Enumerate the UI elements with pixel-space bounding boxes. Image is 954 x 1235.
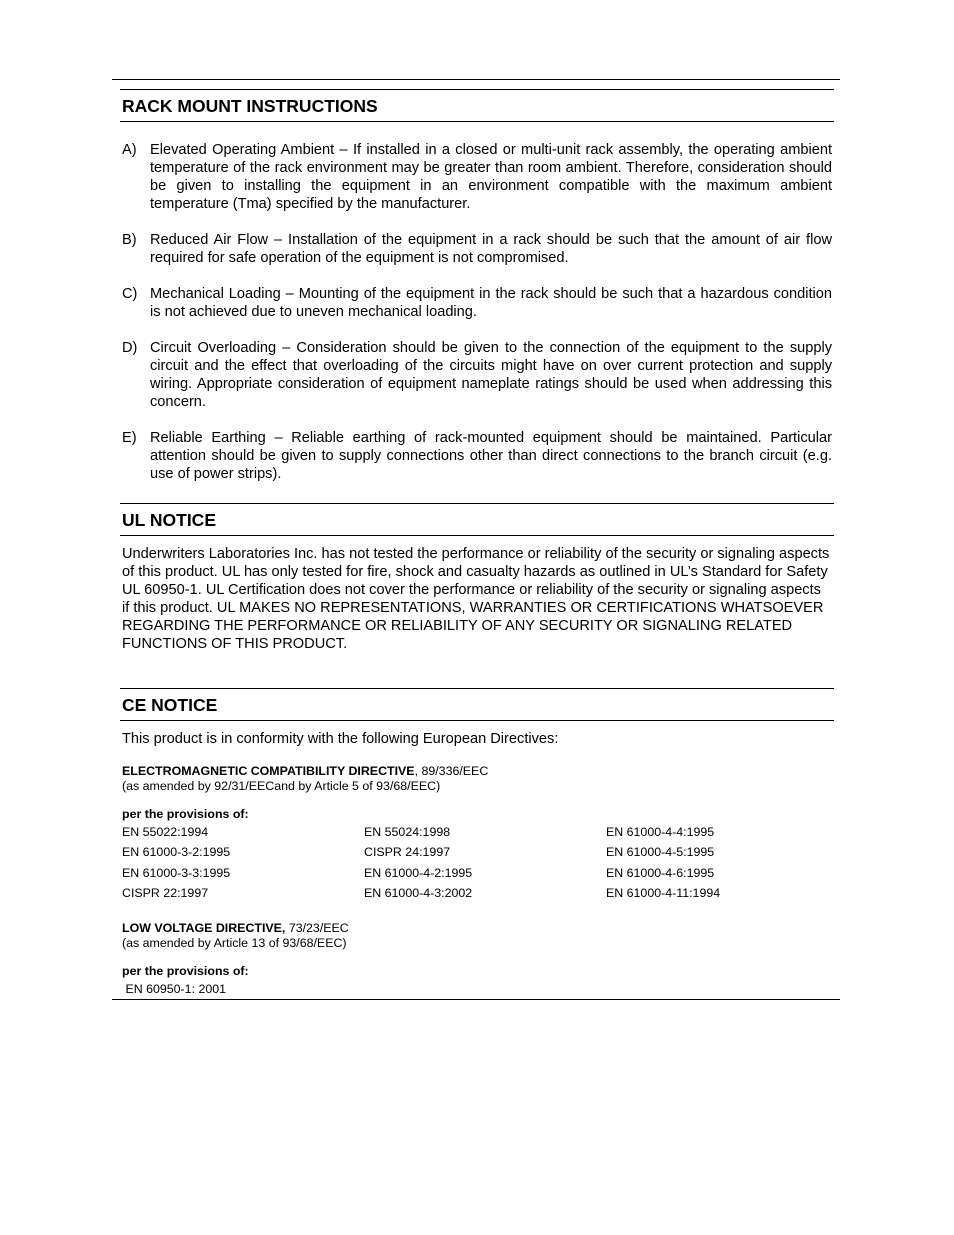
standard-item: EN 61000-4-3:2002 xyxy=(364,885,473,900)
standard-item: EN 61000-4-4:1995 xyxy=(606,825,715,839)
standard-item: EN 55024:1998 xyxy=(364,825,451,839)
list-text: Circuit Overloading – Consideration should be given to the connection of the equipment to the supply circuit and the effect that overloading of the circuits might have on over current protection and supply wiring. Appropriate consideration of equipment nameplate ratings should be used when addressing this concern. xyxy=(150,340,832,410)
top-rule xyxy=(112,79,840,80)
lvd-directive-name: LOW VOLTAGE DIRECTIVE, xyxy=(122,921,286,936)
lvd-directive-code: 73/23/EEC xyxy=(285,921,349,936)
ce-intro: This product is in conformity with the following European Directives: xyxy=(122,731,559,747)
lvd-amendment: (as amended by Article 13 of 93/68/EEC) xyxy=(122,936,347,951)
standard-item: EN 61000-4-11:1994 xyxy=(606,885,721,900)
emc-directive-code: , 89/336/EEC xyxy=(414,764,489,778)
list-text: Mechanical Loading – Mounting of the equipment in the rack should be such that a hazardous condition is not achieved due to uneven mechanical loading. xyxy=(150,286,832,320)
lvd-directive xyxy=(120,921,834,936)
list-item xyxy=(120,141,834,213)
standard-item: EN 61000-3-3:1995 xyxy=(122,865,231,880)
bottom-rule xyxy=(112,999,840,1000)
list-text: Reliable Earthing – Reliable earthing of rack-mounted equipment should be maintained. Particular attention should be given to supply connections other than direct connections to the branch circuit (e.g. use of power strips). xyxy=(150,430,832,482)
ul-notice-text: Underwriters Laboratories Inc. has not tested the performance or reliability of the security or signaling aspects of this product. UL has only tested for fire, shock and casualty hazards as outlined in UL’s Standard for Safety UL 60950-1. UL Certification does not cover the performance or reliability of the security or signaling aspects if this product. UL MAKES NO REPRESENTATIONS, WARRANTIES OR CERTIFICATIONS WHATSOEVER REGARDING THE PERFORMANCE OR RELIABILITY OF ANY SECURITY OR SIGNALING RELATED FUNCTIONS OF THIS PRODUCT. xyxy=(122,546,830,652)
rack-mount-list xyxy=(120,141,834,483)
list-item xyxy=(120,339,834,411)
standard-item: EN 55022:1994 xyxy=(122,825,209,839)
emc-directive-name: ELECTROMAGNETIC COMPATIBILITY DIRECTIVE xyxy=(122,764,415,778)
standard-item: EN 61000-4-6:1995 xyxy=(606,865,715,880)
list-item xyxy=(120,429,834,483)
document-page xyxy=(112,79,840,1000)
standard-item: EN 61000-4-2:1995 xyxy=(364,865,473,880)
list-marker: C) xyxy=(122,286,138,302)
list-item xyxy=(120,231,834,267)
standard-item: EN 61000-3-2:1995 xyxy=(122,845,231,860)
list-marker: A) xyxy=(122,142,137,158)
list-text: Reduced Air Flow – Installation of the equipment in a rack should be such that the amount of air flow required for safe operation of the equipment is not compromised. xyxy=(150,232,832,266)
list-marker: D) xyxy=(122,340,138,356)
lvd-provisions-label: per the provisions of: xyxy=(122,964,249,979)
emc-provisions-label: per the provisions of: xyxy=(122,807,249,821)
ce-notice-heading: CE NOTICE xyxy=(120,688,834,721)
emc-standards-grid xyxy=(120,822,834,903)
ce-notice-section xyxy=(120,688,834,997)
standard-item: CISPR 22:1997 xyxy=(122,885,209,900)
ul-notice-heading: UL NOTICE xyxy=(120,503,834,536)
rack-mount-heading: RACK MOUNT INSTRUCTIONS xyxy=(120,89,834,122)
lvd-standard: EN 60950-1: 2001 xyxy=(122,982,227,997)
list-item xyxy=(120,285,834,321)
emc-amendment: (as amended by 92/31/EECand by Article 5 of 93/68/EEC) xyxy=(122,779,441,793)
ul-notice-section xyxy=(120,503,834,653)
list-marker: B) xyxy=(122,232,137,248)
list-text: Elevated Operating Ambient – If installed in a closed or multi-unit rack assembly, the operating ambient temperature of the rack environment may be greater than room ambient. Therefore, consideration should be given to installing the equipment in an environment compatible with the maximum ambient temperature (Tma) specified by the manufacturer. xyxy=(150,142,832,212)
rack-mount-section xyxy=(120,89,834,483)
standard-item: CISPR 24:1997 xyxy=(364,845,451,860)
list-marker: E) xyxy=(122,430,137,446)
emc-directive xyxy=(120,764,834,779)
standard-item: EN 61000-4-5:1995 xyxy=(606,845,715,860)
